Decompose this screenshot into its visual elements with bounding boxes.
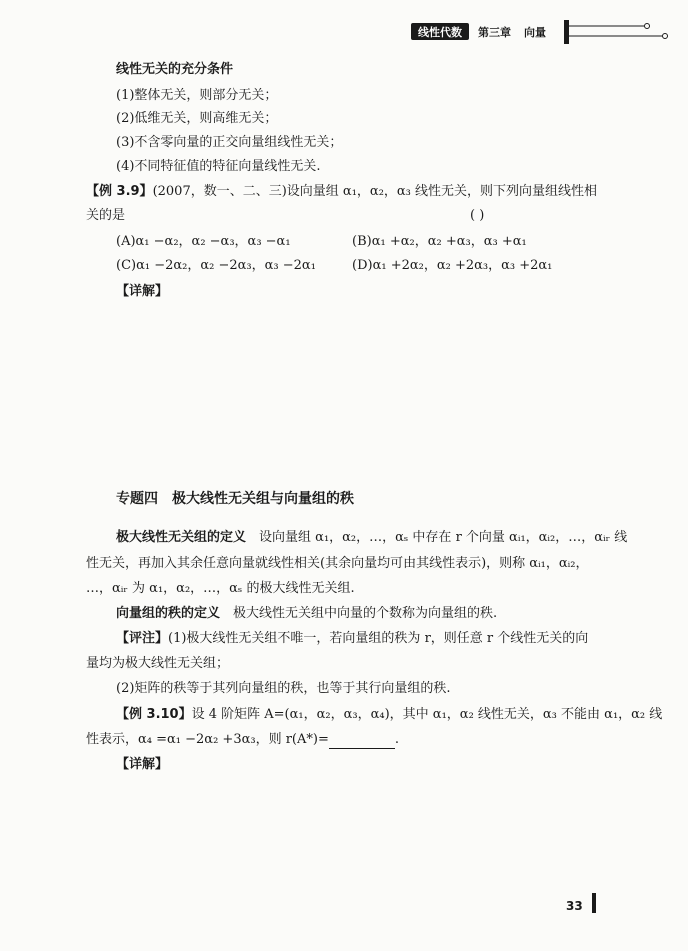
max-independent-def-line2: 性无关，再加入其余任意向量就线性相关(其余向量均可由其线性表示)，则称 αᵢ₁，αᵢ₂， (86, 556, 589, 571)
example-3-10-line2 (86, 731, 399, 749)
condition-item-2: (2)低维无关，则高维无关； (116, 111, 278, 126)
example-3-10-line1 (116, 706, 662, 724)
example-3-9-solution-label: 【详解】 (116, 284, 169, 299)
topic-4-title: 专题四 极大线性无关组与向量组的秩 (116, 491, 354, 507)
max-independent-def-line1 (116, 529, 627, 547)
answer-parentheses: ( ) (470, 208, 485, 223)
book-title-badge: 线性代数 (411, 23, 469, 40)
comment-tag: 【评注】 (116, 631, 169, 646)
condition-item-1: (1)整体无关，则部分无关； (116, 88, 278, 103)
example-3-10-text1: 设 4 阶矩阵 A=(α₁，α₂，α₃，α₄)，其中 α₁，α₂ 线性无关，α₃ 不能由 α₁，α₂ 线 (191, 707, 663, 722)
comment-line3: (2)矩阵的秩等于其列向量组的秩，也等于其行向量组的秩. (116, 681, 451, 696)
rank-def-text: 极大线性无关组中向量的个数称为向量组的秩. (233, 606, 498, 621)
answer-blank (329, 736, 395, 749)
page-number-bar (592, 893, 596, 913)
max-independent-def-label: 极大线性无关组的定义 (116, 530, 247, 545)
example-3-9-tag: 【例 3.9】 (86, 184, 153, 199)
option-c: (C)α₁ −2α₂，α₂ −2α₃，α₃ −2α₁ (116, 258, 316, 273)
rank-def-line (116, 605, 497, 623)
condition-item-3: (3)不含零向量的正交向量组线性无关； (116, 135, 343, 150)
comment-line1 (116, 630, 588, 648)
page-number: 33 (566, 899, 583, 913)
comment-text1: (1)极大线性无关组不唯一，若向量组的秩为 r，则任意 r 个线性无关的向 (168, 631, 589, 646)
max-independent-def-line3: …，αᵢᵣ 为 α₁，α₂，…，αₛ 的极大线性无关组. (86, 581, 355, 596)
chapter-label: 第三章 (478, 26, 511, 39)
sufficient-conditions-title: 线性无关的充分条件 (116, 62, 234, 77)
chapter-topic: 向量 (524, 26, 546, 39)
example-3-10-period: . (394, 732, 399, 747)
option-a: (A)α₁ −α₂，α₂ −α₃，α₃ −α₁ (116, 234, 291, 249)
example-3-10-text2: 性表示，α₄ =α₁ −2α₂ +3α₃，则 r(A*)= (86, 732, 329, 747)
comment-line2: 量均为极大线性无关组； (86, 656, 230, 671)
option-d: (D)α₁ +2α₂，α₂ +2α₃，α₃ +2α₁ (352, 258, 553, 273)
example-3-9-line2: 关的是 (86, 208, 126, 223)
example-3-9-statement (86, 183, 597, 201)
max-independent-def-text1: 设向量组 α₁，α₂，…，αₛ 中存在 r 个向量 αᵢ₁，αᵢ₂，…，αᵢᵣ 线 (259, 530, 628, 545)
example-3-10-tag: 【例 3.10】 (116, 707, 192, 722)
example-3-9-line1: (2007，数一、二、三)设向量组 α₁，α₂，α₃ 线性无关，则下列向量组线性相 (152, 184, 598, 199)
header-ornament (560, 18, 672, 46)
example-3-10-solution-label: 【详解】 (116, 757, 169, 772)
option-b: (B)α₁ +α₂，α₂ +α₃，α₃ +α₁ (352, 234, 527, 249)
condition-item-4: (4)不同特征值的特征向量线性无关. (116, 159, 321, 174)
rank-def-label: 向量组的秩的定义 (116, 606, 221, 621)
